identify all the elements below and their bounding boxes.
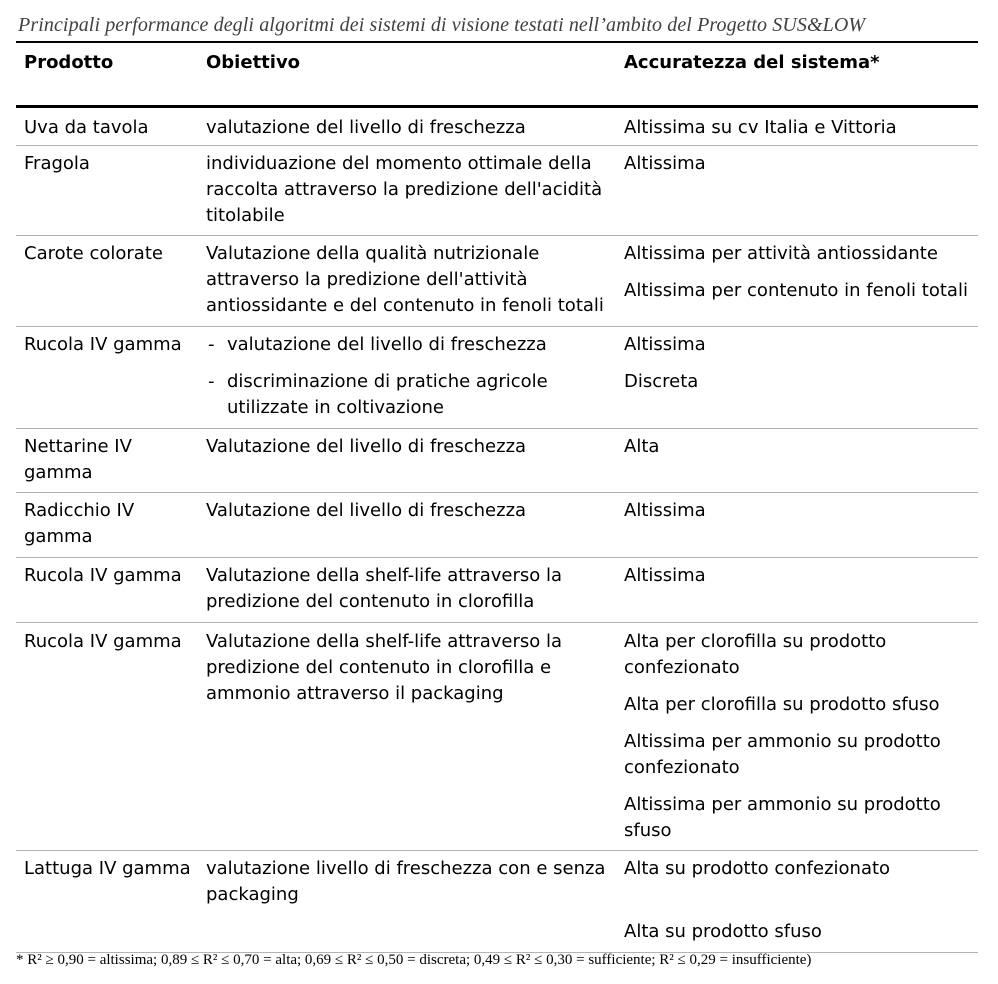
cell-accuracy: Discreta bbox=[624, 371, 699, 392]
cell-product: Rucola IV gamma bbox=[24, 565, 182, 586]
cell-accuracy: Altissima per ammonio su prodotto confezionato bbox=[624, 731, 941, 778]
cell-product: Rucola IV gamma bbox=[24, 334, 182, 355]
cell-accuracy: Altissima bbox=[624, 153, 706, 174]
cell-product: Carote colorate bbox=[24, 243, 163, 264]
table-row bbox=[16, 108, 978, 146]
cell-product: Rucola IV gamma bbox=[24, 631, 182, 652]
performance-table bbox=[16, 43, 978, 953]
header-product: Prodotto bbox=[24, 52, 114, 73]
cell-objective: individuazione del momento ottimale della raccolta attraverso la predizione dell'acidità titolabile bbox=[206, 153, 603, 226]
bullet-dash: - bbox=[208, 334, 215, 355]
header-objective: Obiettivo bbox=[206, 52, 301, 73]
cell-product: Radicchio IV gamma bbox=[24, 500, 135, 547]
table-header bbox=[16, 43, 978, 108]
table-row bbox=[16, 851, 978, 953]
cell-objective: valutazione del livello di freschezza bbox=[206, 117, 526, 138]
header-accuracy: Accuratezza del sistema* bbox=[624, 52, 880, 73]
cell-accuracy: Alta su prodotto sfuso bbox=[624, 921, 822, 942]
cell-accuracy: Alta bbox=[624, 436, 660, 457]
cell-accuracy: Altissima bbox=[624, 500, 706, 521]
cell-objective: Valutazione del livello di freschezza bbox=[206, 500, 527, 521]
cell-objective: Valutazione del livello di freschezza bbox=[206, 436, 527, 457]
cell-accuracy: Altissima per attività antiossidante bbox=[624, 243, 938, 264]
cell-accuracy: Alta su prodotto confezionato bbox=[624, 858, 891, 879]
table-row bbox=[16, 493, 978, 558]
bullet-text: valutazione del livello di freschezza bbox=[227, 334, 547, 355]
table-row bbox=[16, 429, 978, 493]
cell-accuracy: Alta per clorofilla su prodotto confezionato bbox=[624, 631, 887, 678]
cell-product: Fragola bbox=[24, 153, 90, 174]
cell-product: Nettarine IV gamma bbox=[24, 436, 132, 483]
cell-accuracy: Altissima bbox=[624, 334, 706, 355]
cell-accuracy: Alta per clorofilla su prodotto sfuso bbox=[624, 694, 940, 715]
table-caption: Principali performance degli algoritmi dei sistemi di visione testati nell’ambito del Progetto SUS&LOW bbox=[18, 14, 866, 36]
cell-objective: Valutazione della shelf-life attraverso la predizione del contenuto in clorofilla bbox=[206, 565, 563, 612]
cell-objective: Valutazione della shelf-life attraverso la predizione del contenuto in clorofilla e ammonio attraverso il packaging bbox=[206, 631, 563, 704]
cell-product: Lattuga IV gamma bbox=[24, 858, 191, 879]
cell-product: Uva da tavola bbox=[24, 117, 149, 138]
table-row bbox=[16, 146, 978, 236]
bullet-text: discriminazione di pratiche agricole utilizzate in coltivazione bbox=[227, 371, 548, 418]
cell-objective: Valutazione della qualità nutrizionale attraverso la predizione dell'attività antiossidante e del contenuto in fenoli totali bbox=[206, 243, 604, 316]
cell-accuracy: Altissima per ammonio su prodotto sfuso bbox=[624, 794, 941, 841]
table-row bbox=[16, 558, 978, 623]
cell-accuracy: Altissima bbox=[624, 565, 706, 586]
bullet-dash: - bbox=[208, 371, 215, 392]
table-row bbox=[16, 623, 978, 851]
cell-objective: valutazione livello di freschezza con e senza packaging bbox=[206, 858, 606, 905]
table-row bbox=[16, 236, 978, 327]
table-footnote: * R² ≥ 0,90 = altissima; 0,89 ≤ R² ≤ 0,70 = alta; 0,69 ≤ R² ≤ 0,50 = discreta; 0,49 ≤ R² ≤ 0,30 = sufficiente; R² ≤ 0,29 = insufficiente) bbox=[16, 952, 812, 968]
cell-accuracy: Altissima su cv Italia e Vittoria bbox=[624, 117, 897, 138]
cell-accuracy: Altissima per contenuto in fenoli totali bbox=[624, 280, 968, 301]
table-row bbox=[16, 327, 978, 429]
